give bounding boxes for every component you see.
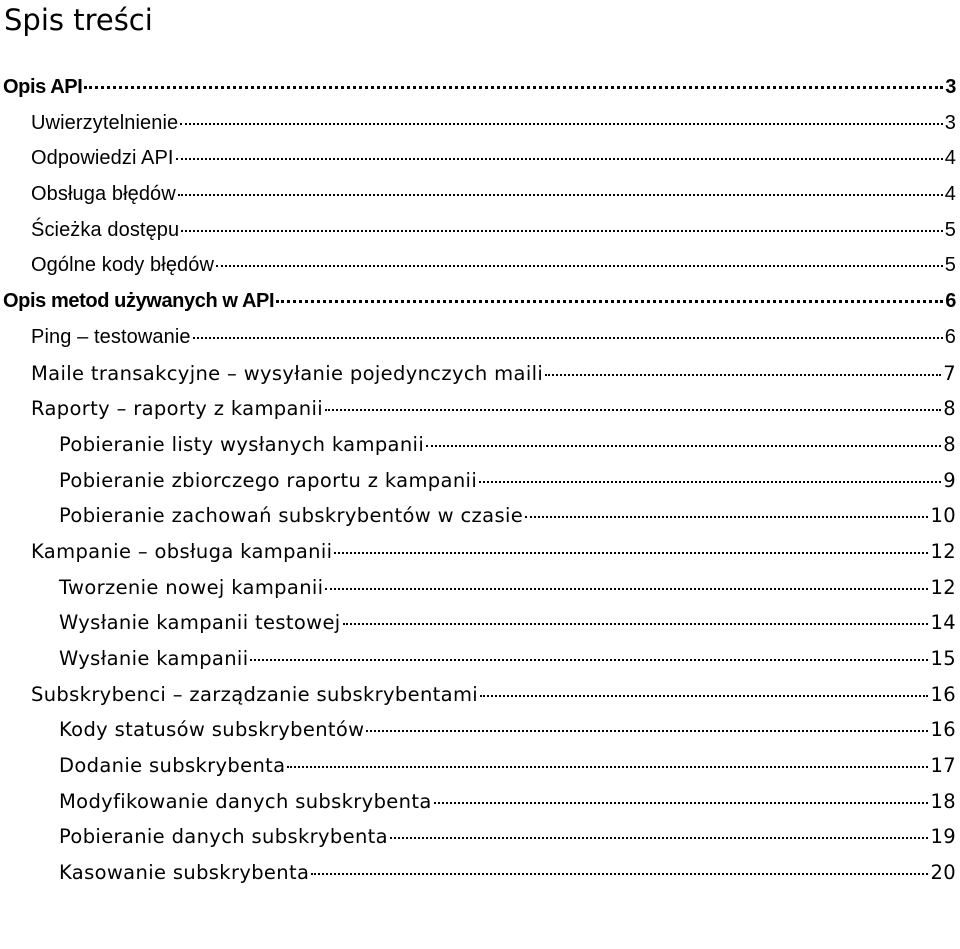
toc-entry-text: Raporty – raporty z kampanii <box>31 397 324 421</box>
toc-page-number: 6 <box>944 325 956 348</box>
toc-page-number: 17 <box>930 754 956 778</box>
toc-entry-text: Modyfikowanie danych subskrybenta <box>59 789 432 813</box>
toc-entry-text: Wysłanie kampanii <box>59 647 249 670</box>
toc-entry-text: Dodanie subskrybenta <box>59 754 286 778</box>
toc-entry-text: Odpowiedzi API <box>31 147 174 170</box>
dot-leader <box>287 765 928 768</box>
toc-entry-raporty[interactable] <box>0 391 960 427</box>
toc-entry-uwierzytelnienie[interactable] <box>0 106 960 142</box>
toc-entry-text: Obsługa błędów <box>31 183 176 206</box>
toc-entry-tworzenie-kampanii[interactable] <box>0 570 960 606</box>
toc-entry-pobieranie-listy[interactable] <box>0 427 960 463</box>
toc-entry-wyslanie-kampanii[interactable] <box>0 641 960 677</box>
toc-entry-subskrybenci[interactable] <box>0 677 960 713</box>
dot-leader <box>366 729 928 732</box>
dot-leader <box>426 444 941 447</box>
toc-entry-text: Ogólne kody błędów <box>31 254 215 277</box>
toc-entry-text: Uwierzytelnienie <box>31 111 179 134</box>
toc-entry-text: Ping – testowanie <box>31 325 191 348</box>
dot-leader <box>311 872 928 875</box>
toc-entry-dodanie-subskrybenta[interactable] <box>0 748 960 784</box>
toc-page-number: 6 <box>945 290 956 313</box>
toc-entry-pobieranie-zbiorczego[interactable] <box>0 463 960 499</box>
dot-leader <box>343 622 929 625</box>
toc-entry-sciezka-dostepu[interactable] <box>0 213 960 249</box>
toc-entry-text: Wysłanie kampanii testowej <box>59 611 341 635</box>
toc-page-number: 8 <box>943 397 956 421</box>
dot-leader <box>390 836 929 839</box>
toc-page-number: 16 <box>930 682 956 706</box>
dot-leader <box>525 515 928 518</box>
toc-entry-text: Subskrybenci – zarządzanie subskrybentami <box>31 682 479 706</box>
toc-page-number: 20 <box>930 861 956 885</box>
dot-leader <box>325 587 928 590</box>
toc-page-number: 4 <box>944 183 956 206</box>
toc-entry-text: Kampanie – obsługa kampanii <box>31 539 333 563</box>
toc-entry-odpowiedzi-api[interactable] <box>0 141 960 177</box>
toc-entry-pobieranie-zachowan[interactable] <box>0 498 960 534</box>
toc-entry-text: Opis API <box>3 76 83 98</box>
dot-leader <box>325 408 941 411</box>
toc-entry-text: Ścieżka dostępu <box>31 218 180 241</box>
toc-page-number: 3 <box>945 76 956 98</box>
toc-page-number: 8 <box>943 432 956 456</box>
toc-entry-text: Pobieranie zbiorczego raportu z kampanii <box>59 468 478 492</box>
toc-page-number: 16 <box>930 718 956 742</box>
toc-entry-kasowanie-subskrybenta[interactable] <box>0 855 960 891</box>
dot-leader <box>480 694 928 697</box>
toc-entry-text: Tworzenie nowej kampanii <box>59 575 324 599</box>
toc-entry-text: Pobieranie zachowań subskrybentów w czasie <box>59 504 524 528</box>
toc-entry-opis-api[interactable] <box>0 70 960 106</box>
toc-page-number: 12 <box>930 539 956 563</box>
dot-leader <box>178 193 943 196</box>
dot-leader <box>545 373 941 376</box>
toc-entry-maile-transakcyjne[interactable] <box>0 356 960 392</box>
toc-entry-text: Kody statusów subskrybentów <box>59 718 365 742</box>
toc-page-number: 5 <box>944 218 956 241</box>
toc-page-number: 3 <box>944 111 956 134</box>
toc-page-number: 15 <box>930 647 956 670</box>
dot-leader <box>250 658 928 661</box>
toc-entry-text: Opis metod używanych w API <box>3 290 275 313</box>
toc-entry-kody-statusow[interactable] <box>0 712 960 748</box>
toc-entry-text: Maile transakcyjne – wysyłanie pojedynczych maili <box>31 361 544 385</box>
toc-entry-text: Pobieranie danych subskrybenta <box>59 825 388 849</box>
toc-heading: Spis treści <box>4 3 153 37</box>
toc-page-number: 19 <box>930 825 956 849</box>
dot-leader <box>434 801 929 804</box>
toc-page-number: 9 <box>943 468 956 492</box>
toc-page-number: 5 <box>944 254 956 277</box>
toc-page-number: 18 <box>930 789 956 813</box>
dot-leader <box>181 229 943 232</box>
toc-entry-kampanie[interactable] <box>0 534 960 570</box>
dot-leader <box>180 122 943 125</box>
toc-page-number: 14 <box>930 611 956 635</box>
toc-page-number: 4 <box>944 147 956 170</box>
toc-entry-wyslanie-testowej[interactable] <box>0 605 960 641</box>
dot-leader <box>176 157 943 160</box>
dot-leader <box>193 336 943 339</box>
toc-entry-pobieranie-danych[interactable] <box>0 819 960 855</box>
toc-entry-text: Pobieranie listy wysłanych kampanii <box>59 432 425 456</box>
toc-entry-ping[interactable] <box>0 320 960 356</box>
toc-page-number: 12 <box>930 575 956 599</box>
dot-leader <box>84 85 943 89</box>
toc-entry-modyfikowanie-danych[interactable] <box>0 784 960 820</box>
toc-entry-ogolne-kody-bledow[interactable] <box>0 248 960 284</box>
dot-leader <box>479 480 941 483</box>
toc-entry-obsluga-bledow[interactable] <box>0 177 960 213</box>
dot-leader <box>216 264 943 267</box>
dot-leader <box>276 299 943 303</box>
table-of-contents <box>0 70 960 891</box>
toc-entry-opis-metod[interactable] <box>0 284 960 320</box>
toc-page-number: 10 <box>930 504 956 528</box>
toc-entry-text: Kasowanie subskrybenta <box>59 861 310 885</box>
dot-leader <box>334 551 928 554</box>
toc-page-number: 7 <box>943 361 956 385</box>
